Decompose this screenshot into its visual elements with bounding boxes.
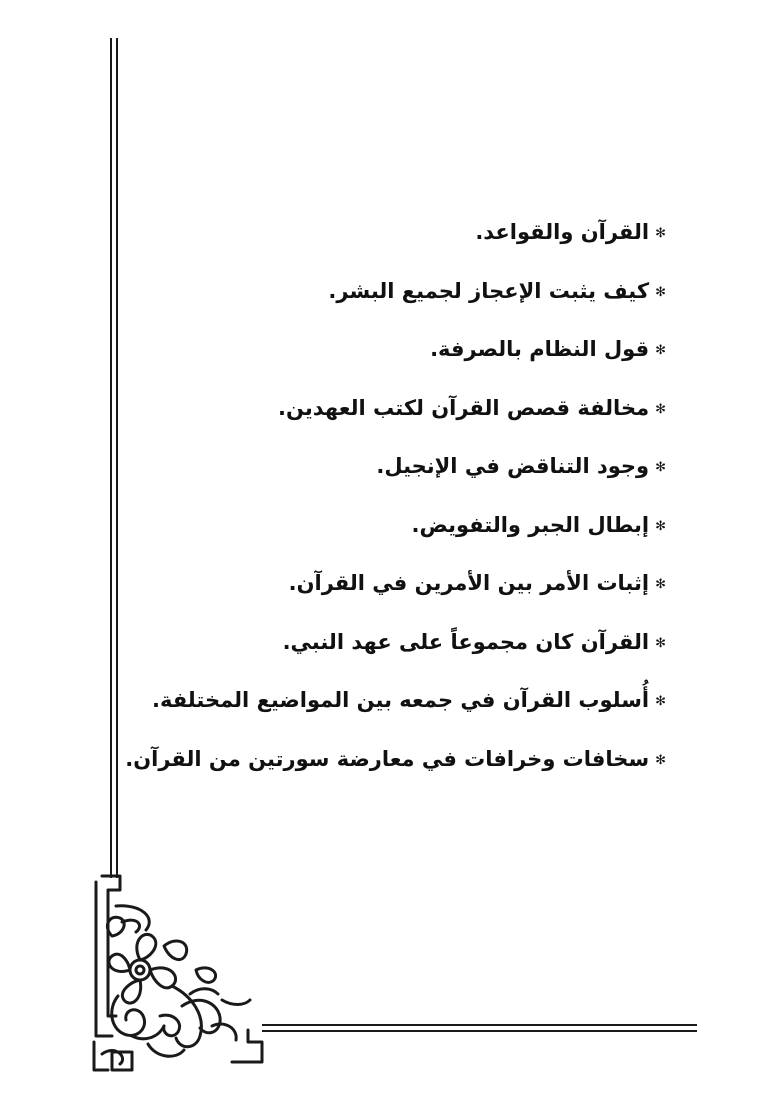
contents-item xyxy=(146,680,666,739)
contents-item-text: سخافات وخرافات في معارضة سورتين من القرآن. xyxy=(125,746,650,771)
bullet-star-icon: ✻ xyxy=(655,577,666,592)
contents-list xyxy=(125,212,666,797)
contents-item-text: إبطال الجبر والتفويض. xyxy=(411,512,650,537)
contents-item xyxy=(146,563,666,622)
contents-item xyxy=(146,212,666,271)
bullet-star-icon: ✻ xyxy=(655,284,666,300)
contents-item-text: قول النظام بالصرفة. xyxy=(430,337,650,361)
border-line-vertical-inner xyxy=(116,38,118,878)
contents-item-text: مخالفة قصص القرآن لكتب العهدين. xyxy=(278,395,650,420)
bullet-star-icon: ✻ xyxy=(655,635,666,651)
contents-item-text: القرآن والقواعد. xyxy=(475,220,650,244)
bullet-star-icon: ✻ xyxy=(655,518,666,534)
bullet-star-icon: ✻ xyxy=(655,460,666,475)
contents-item xyxy=(146,446,666,505)
contents-item-text: أُسلوب القرآن في جمعه بين المواضيع المختلفة. xyxy=(151,688,650,712)
bullet-star-icon: ✻ xyxy=(655,401,666,417)
border-line-horizontal-upper xyxy=(262,1024,697,1026)
bullet-star-icon: ✻ xyxy=(655,226,666,241)
contents-item-text: وجود التناقض في الإنجيل. xyxy=(376,454,650,478)
bullet-star-icon: ✻ xyxy=(655,752,666,768)
contents-item-text: القرآن كان مجموعاً على عهد النبي. xyxy=(282,629,650,654)
bullet-star-icon: ✻ xyxy=(655,343,666,358)
contents-item xyxy=(146,271,666,330)
border-line-vertical-outer xyxy=(110,38,112,878)
contents-item xyxy=(146,505,666,564)
border-line-horizontal-lower xyxy=(262,1030,697,1032)
contents-item xyxy=(146,388,666,447)
bullet-star-icon: ✻ xyxy=(655,694,666,709)
contents-item-text: كيف يثبت الإعجاز لجميع البشر. xyxy=(328,278,650,303)
contents-item xyxy=(125,739,666,798)
contents-item-text: إثبات الأمر بين الأمرين في القرآن. xyxy=(288,571,650,595)
contents-item xyxy=(146,622,666,681)
contents-item xyxy=(146,329,666,388)
floral-ornament-icon xyxy=(72,866,272,1078)
